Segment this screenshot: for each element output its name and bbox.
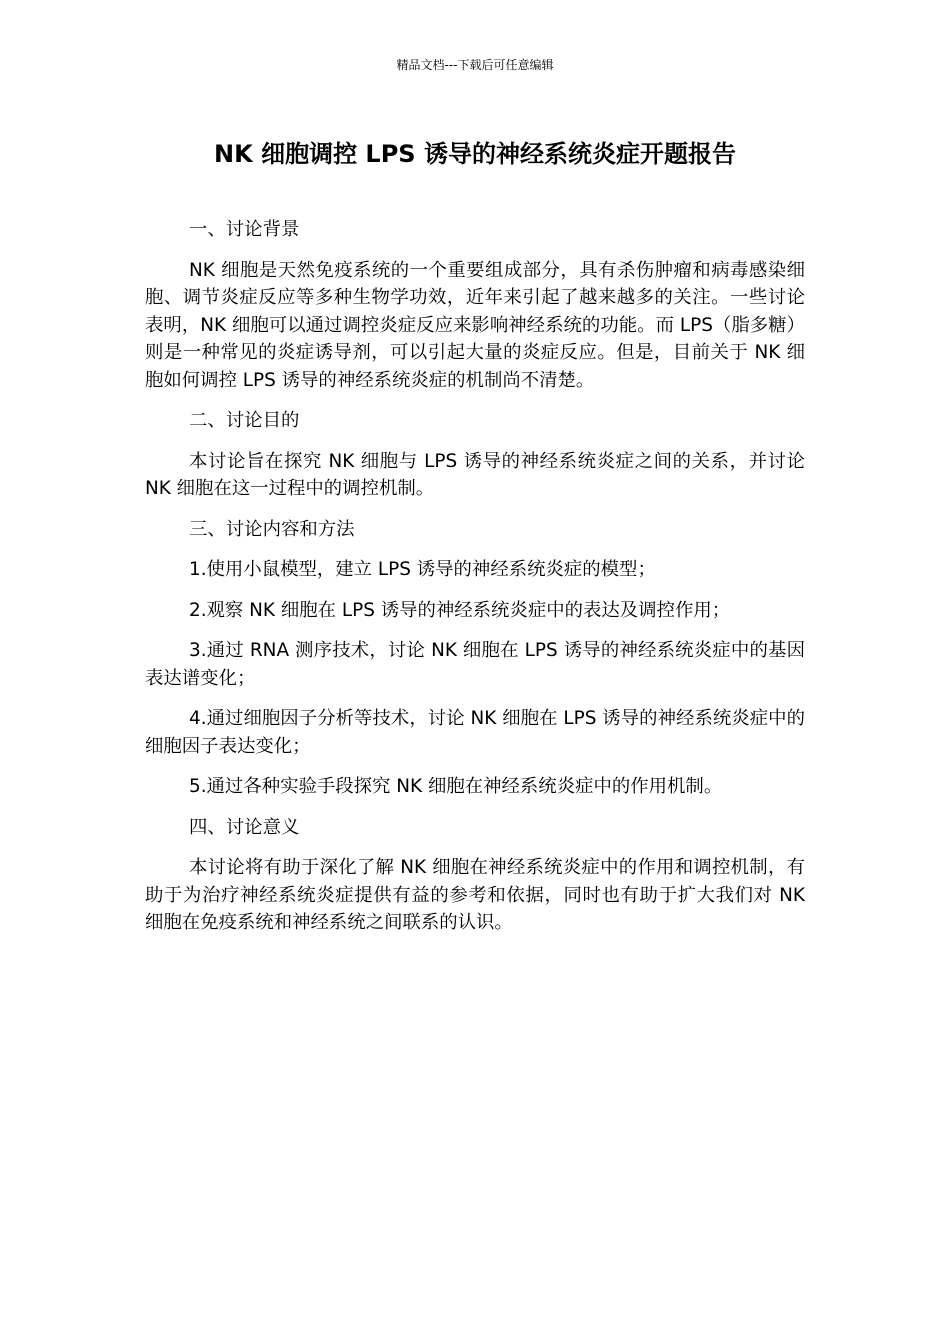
method-item-5: 5.通过各种实验手段探究 NK 细胞在神经系统炎症中的作用机制。 xyxy=(189,776,723,797)
section-heading-significance: 四、讨论意义 xyxy=(189,816,300,838)
document-title: NK 细胞调控 LPS 诱导的神经系统炎症开题报告 xyxy=(214,140,736,168)
paragraph-significance: 本讨论将有助于深化了解 NK 细胞在神经系统炎症中的作用和调控机制，有助于为治疗神经系统炎症提供有益的参考和依据，同时也有助于扩大我们对 NK 细胞在免疫系统和神经系统之间联系的认识。 xyxy=(145,857,805,933)
document-body xyxy=(145,216,805,950)
section-heading-purpose: 二、讨论目的 xyxy=(189,410,300,431)
section-heading-background: 一、讨论背景 xyxy=(189,219,300,240)
page-header: 精品文档---下载后可任意编辑 xyxy=(396,58,554,72)
method-item-4: 4.通过细胞因子分析等技术，讨论 NK 细胞在 LPS 诱导的神经系统炎症中的细胞因子表达变化； xyxy=(145,708,805,757)
section-heading-methods: 三、讨论内容和方法 xyxy=(189,518,355,540)
method-item-2: 2.观察 NK 细胞在 LPS 诱导的神经系统炎症中的表达及调控作用； xyxy=(189,599,731,621)
method-item-1: 1.使用小鼠模型，建立 LPS 诱导的神经系统炎症的模型； xyxy=(189,559,656,580)
paragraph-purpose: 本讨论旨在探究 NK 细胞与 LPS 诱导的神经系统炎症之间的关系，并讨论 NK 细胞在这一过程中的调控机制。 xyxy=(145,450,805,499)
method-item-3: 3.通过 RNA 测序技术，讨论 NK 细胞在 LPS 诱导的神经系统炎症中的基因表达谱变化； xyxy=(145,640,805,689)
paragraph-background: NK 细胞是天然免疫系统的一个重要组成部分，具有杀伤肿瘤和病毒感染细胞、调节炎症反应等多种生物学功效，近年来引起了越来越多的关注。一些讨论表明，NK 细胞可以通过调控炎症反应来影响神经系统的功能。而 LPS（脂多糖）则是一种常见的炎症诱导剂，可以引起大量的炎症反应。但是，目前关于 NK 细胞如何调控 LPS 诱导的神经系统炎症的机制尚不清楚。 xyxy=(145,259,805,391)
